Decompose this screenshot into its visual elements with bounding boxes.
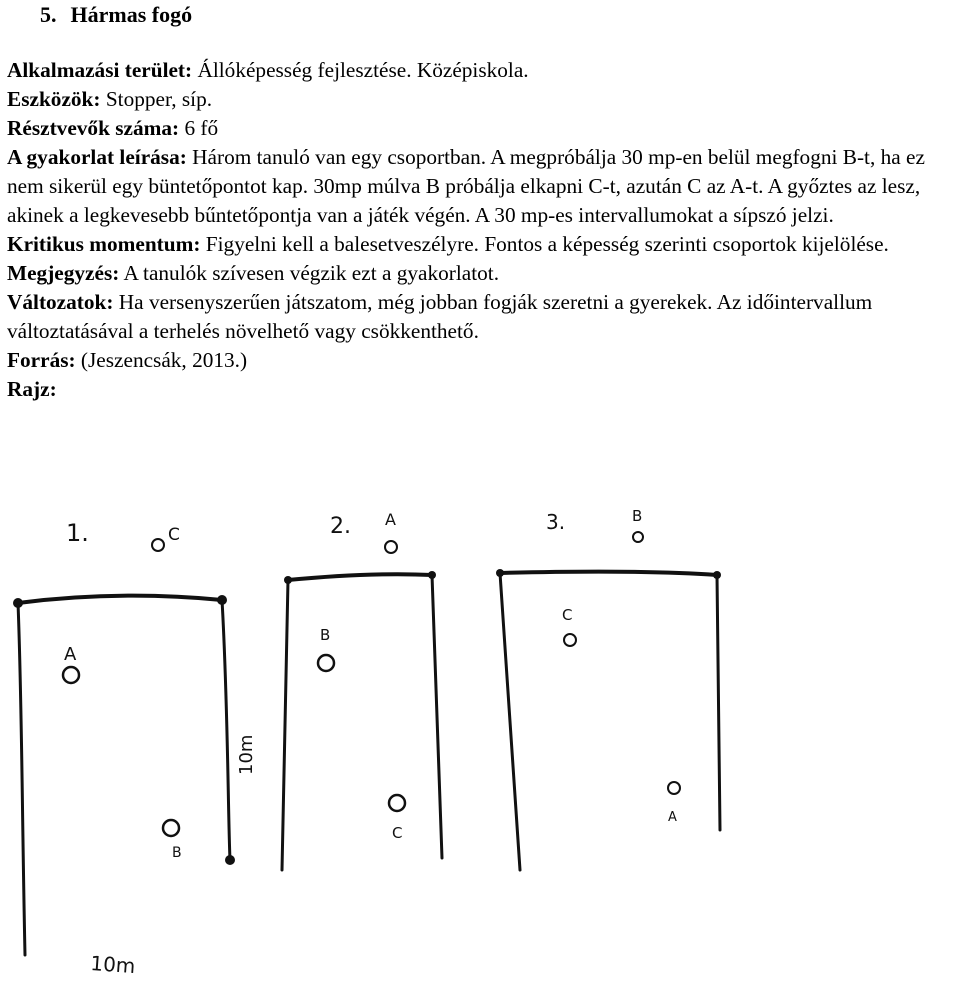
participants-value: 6 fő [184,116,219,140]
tools-label: Eszközök: [7,87,101,111]
panel-3-corner-marker [496,569,504,577]
panel-2-top-line [288,574,432,580]
panel-2-player-label: C [392,824,403,842]
panel-2-corner-marker [428,571,436,579]
area-line [7,56,957,85]
source-value: (Jeszencsák, 2013.) [80,348,248,372]
area-value: Állóképesség fejlesztése. Középiskola. [197,58,529,82]
panel-3-corner-marker [713,571,721,579]
panel-1-player-marker [63,667,79,683]
panel-3-top-line [500,572,717,575]
sketch-panel-2 [282,510,442,870]
exercise-number: 5. [40,2,57,27]
panel-3-player-marker [633,532,643,542]
panel-1-right-line [222,600,230,860]
panel-1-player-label: A [64,644,77,665]
note-label: Megjegyzés: [7,261,120,285]
panel-1-player-label: C [168,525,180,545]
panel-3-player-label: B [632,507,643,525]
panel-3-player-label: A [668,810,677,825]
panel-1-player-label: B [172,845,182,861]
panel-1-height-label: 10m [236,734,257,775]
panel-1-player-marker [163,820,179,836]
critical-value: Figyelni kell a balesetveszélyre. Fontos a képesség szerinti csoportok kijelölése. [205,232,889,256]
panel-3-left-line [500,573,520,870]
sketch-panel-3 [496,507,721,870]
variants-value: Ha versenyszerűen játszatom, még jobban fogják szeretni a gyerekek. Az időintervallum változtatásával a terhelés növelhető vagy csökkenthető. [7,290,873,343]
source-label: Forrás: [7,348,76,372]
exercise-description-block [7,56,957,404]
tools-line [7,85,957,114]
tools-value: Stopper, síp. [105,87,213,111]
description-line [7,143,957,230]
panel-3-player-label: C [562,606,573,624]
hand-drawn-sketch [0,485,960,981]
panel-2-corner-marker [284,576,292,584]
panel-2-player-label: B [320,626,331,644]
panel-2-player-marker [318,655,334,671]
panel-1-corner-marker [225,855,235,865]
panel-1-left-line [18,603,25,955]
panel-1-corner-marker [13,598,23,608]
sketch-panel-1 [13,519,257,978]
panel-2-player-label: A [385,510,396,529]
panel-1-corner-marker [217,595,227,605]
panel-2-player-marker [389,795,405,811]
panel-3-player-marker [564,634,576,646]
panel-2-right-line [432,575,442,858]
exercise-title: Hármas fogó [70,2,193,27]
panel-1-top-line [18,596,222,603]
variants-line [7,288,957,346]
source-line [7,346,957,375]
note-value: A tanulók szívesen végzik ezt a gyakorlatot. [123,261,500,285]
panel-3-number: 3. [546,510,566,534]
panel-1-player-marker [152,539,164,551]
description-label: A gyakorlat leírása: [7,145,187,169]
panel-2-player-marker [385,541,397,553]
participants-line [7,114,957,143]
area-label: Alkalmazási terület: [7,58,193,82]
drawing-line [7,375,957,404]
note-line [7,259,957,288]
variants-label: Változatok: [7,290,114,314]
panel-1-width-label: 10m [89,951,137,979]
panel-1-number: 1. [66,519,89,547]
exercise-heading [40,0,192,30]
panel-2-number: 2. [330,514,351,539]
drawing-label: Rajz: [7,377,57,401]
panel-3-right-line [717,575,720,830]
description-value: Három tanuló van egy csoportban. A megpróbálja 30 mp-en belül megfogni B-t, ha ez nem sikerül egy büntetőpontot kap. 30mp múlva B próbálja elkapni C-t, azután C az A-t. A győztes az lesz, akinek a legkevesebb bűntetőpontja van a játék végén. A 30 mp-es intervallumokat a sípszó jelzi. [7,145,925,227]
panel-2-left-line [282,580,288,870]
panel-3-player-marker [668,782,680,794]
critical-label: Kritikus momentum: [7,232,201,256]
participants-label: Résztvevők száma: [7,116,180,140]
critical-line [7,230,957,259]
